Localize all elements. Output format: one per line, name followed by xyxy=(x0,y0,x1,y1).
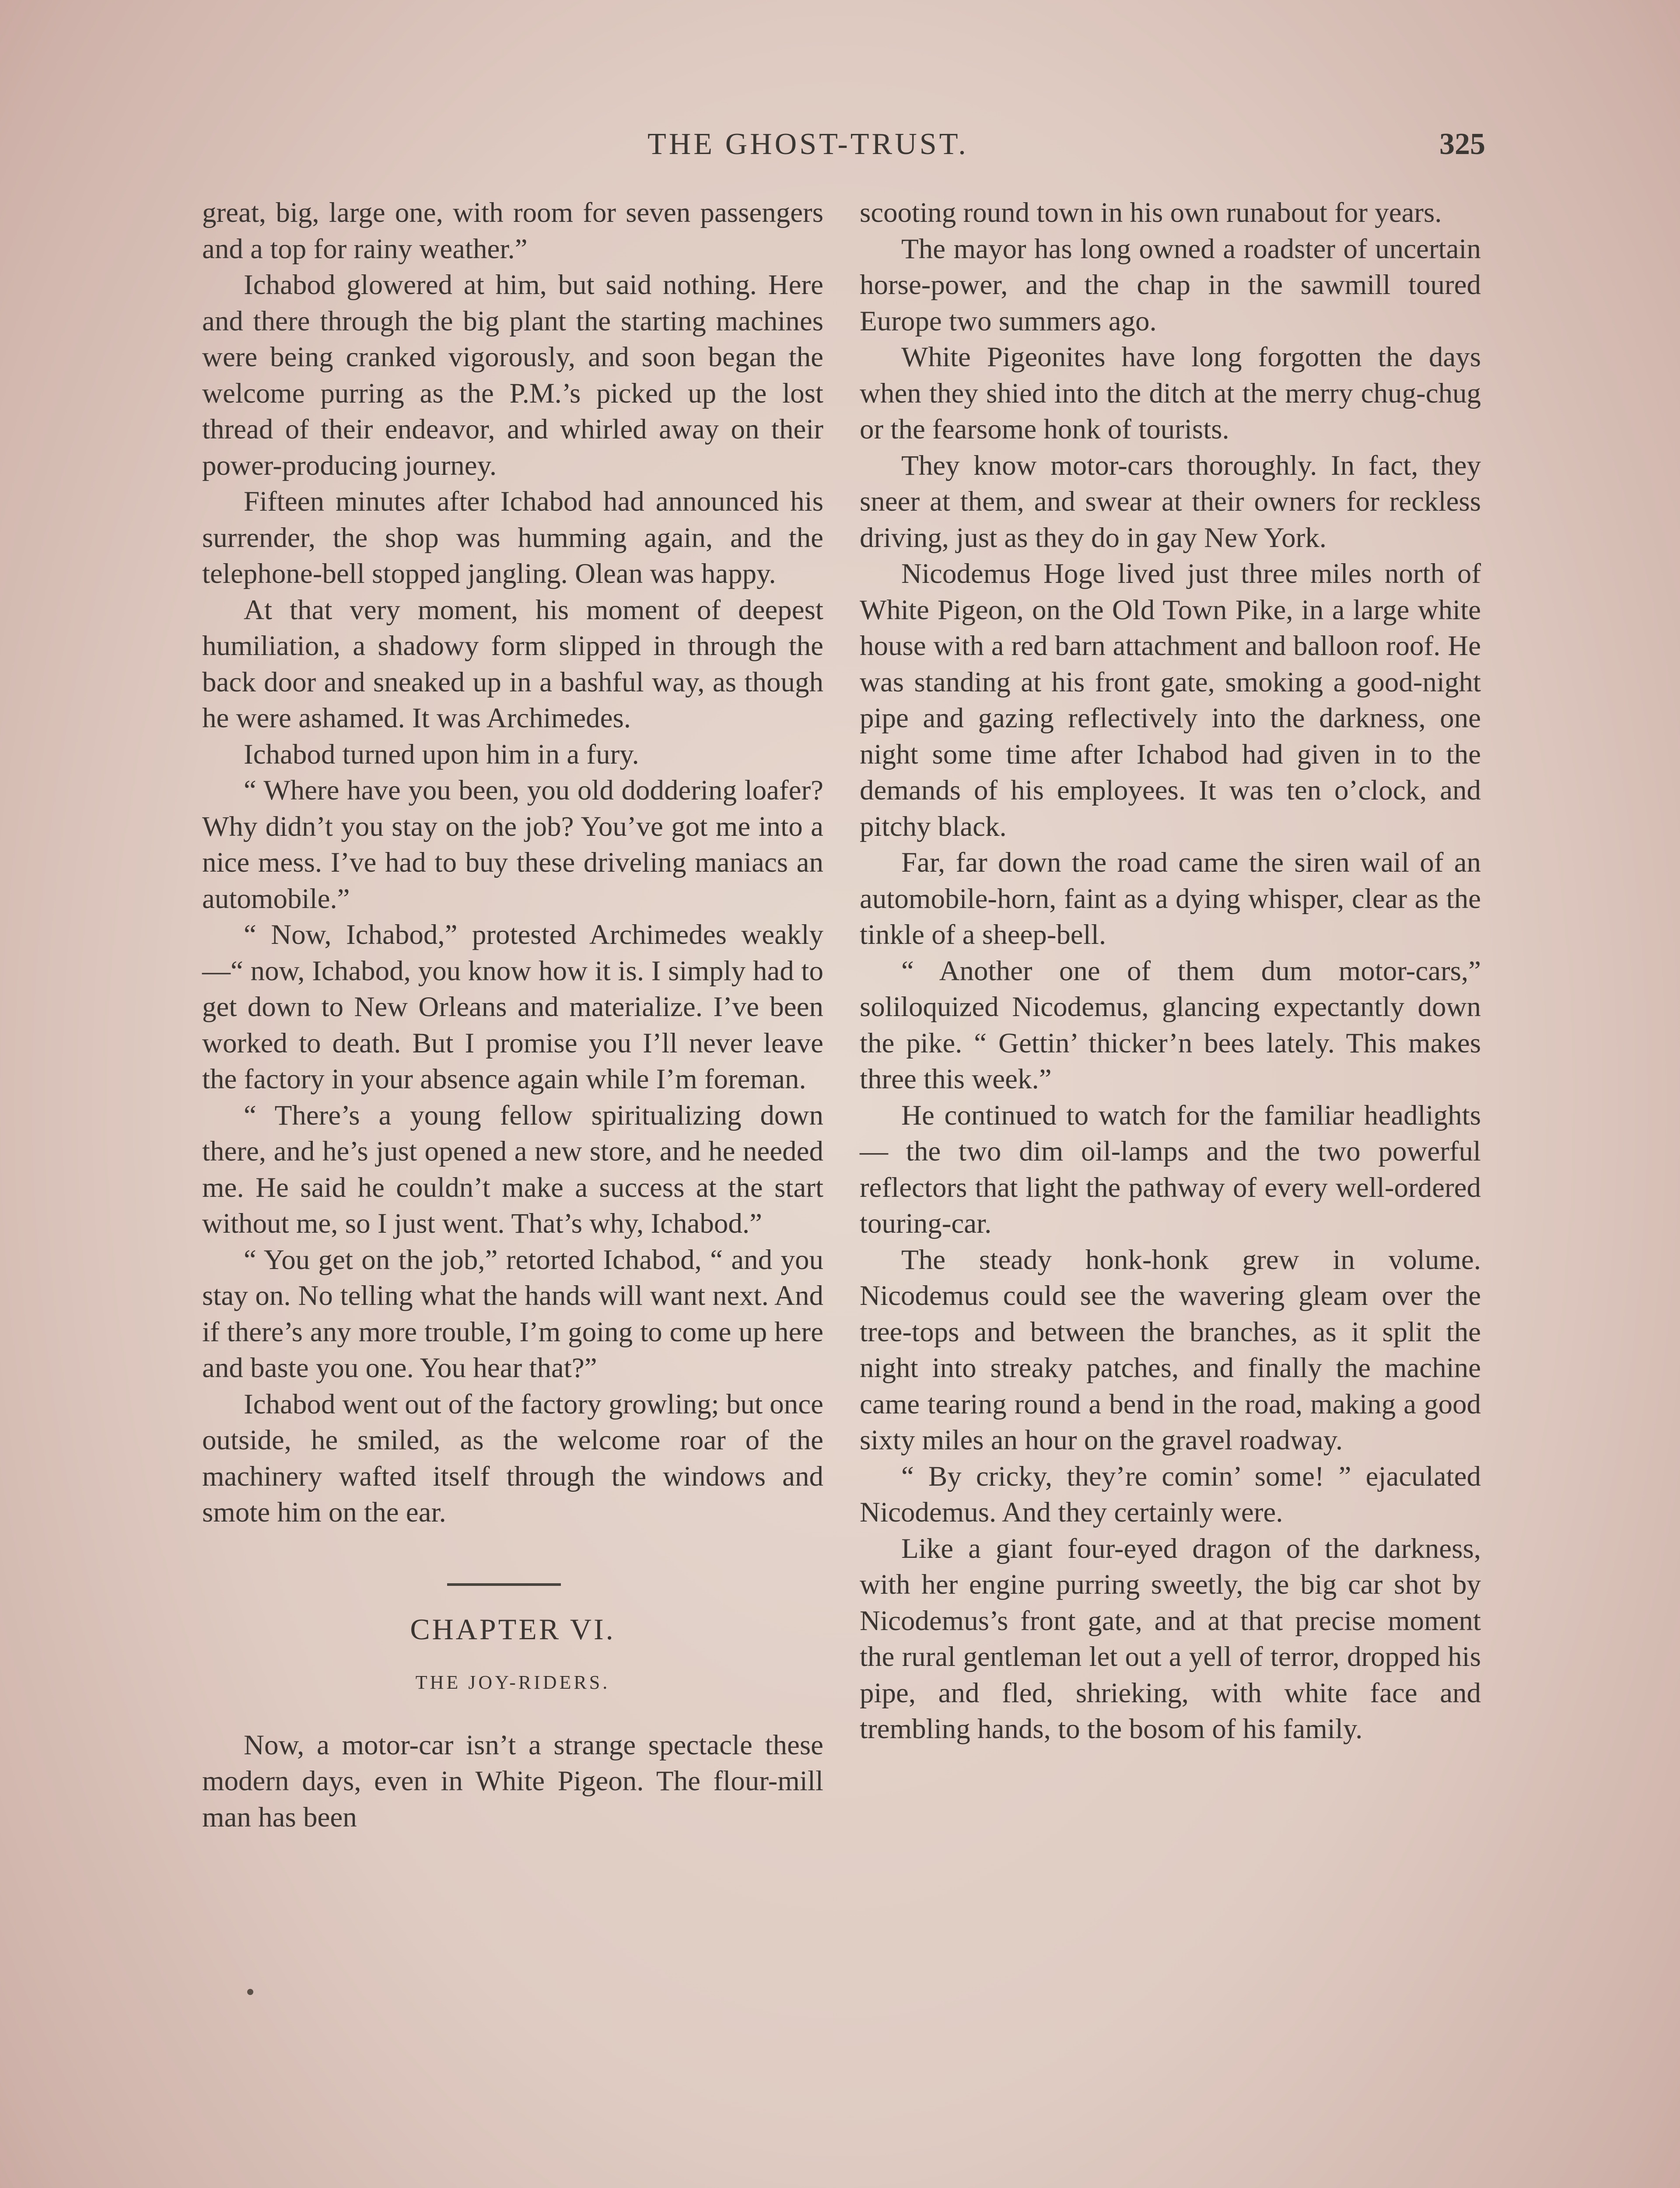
right-column xyxy=(860,195,1481,1747)
paragraph: “ By cricky, they’re comin’ some! ” ejaculated Nicodemus. And they certainly were. xyxy=(860,1460,1481,1528)
page-number: 325 xyxy=(1439,127,1485,161)
paragraph: White Pigeonites have long forgotten the days when they shied into the ditch at the merry chug-chug or the fearsome honk of tourists. xyxy=(860,341,1481,445)
paragraph: “ Another one of them dum motor-cars,” soliloquized Nicodemus, glancing expectantly down the pike. “ Gettin’ thicker’n bees lately. This makes three this week.” xyxy=(860,955,1481,1095)
paragraph: Ichabod went out of the factory growling; but once outside, he smiled, as the welcome roar of the machinery wafted itself through the windows and smote him on the ear. xyxy=(202,1388,823,1528)
paragraph: Like a giant four-eyed dragon of the darkness, with her engine purring sweetly, the big car shot by Nicodemus’s front gate, and at that precise moment the rural gentleman let out a yell of terror, dropped his pipe, and fled, shrieking, with white face and trembling hands, to the bosom of his family. xyxy=(860,1532,1481,1745)
paragraph: “ Where have you been, you old doddering loafer? Why didn’t you stay on the job? You’ve got me into a nice mess. I’ve had to buy these driveling maniacs an automobile.” xyxy=(202,775,823,915)
paragraph: The mayor has long owned a roadster of uncertain horse-power, and the chap in the sawmill toured Europe two summers ago. xyxy=(860,233,1481,337)
paragraph: “ There’s a young fellow spiritualizing down there, and he’s just opened a new store, and he needed me. He said he couldn’t make a success at the start without me, so I just went. That’s why, Ichabod.” xyxy=(202,1099,823,1239)
paragraph: Now, a motor-car isn’t a strange spectacle these modern days, even in White Pigeon. The flour-mill man has been xyxy=(202,1729,823,1833)
print-speck xyxy=(247,1989,253,1995)
paragraph: scooting round town in his own runabout for years. xyxy=(860,197,1442,228)
paragraph: great, big, large one, with room for seven passengers and a top for rainy weather.” xyxy=(202,197,823,265)
paragraph: At that very moment, his moment of deepest humiliation, a shadowy form slipped in through the back door and sneaked up in a bashful way, as though he were ashamed. It was Archimedes. xyxy=(202,594,823,734)
paragraph: The steady honk-honk grew in volume. Nicodemus could see the wavering gleam over the tree-tops and between the branches, as it split the night into streaky patches, and finally the machine came tearing round a bend in the road, making a good sixty miles an hour on the gravel roadway. xyxy=(860,1244,1481,1456)
paragraph: They know motor-cars thoroughly. In fact, they sneer at them, and swear at their owners for reckless driving, just as they do in gay New York. xyxy=(860,449,1481,554)
paragraph: Ichabod turned upon him in a fury. xyxy=(244,738,639,770)
paragraph: Nicodemus Hoge lived just three miles north of White Pigeon, on the Old Town Pike, in a large white house with a red barn attachment and balloon roof. He was standing at his front gate, smoking a good-night pipe and gazing reflectively into the darkness, one night some time after Ichabod had given in to the demands of his employees. It was ten o’clock, and pitchy black. xyxy=(860,558,1481,842)
paragraph: “ Now, Ichabod,” protested Archimedes weakly—“ now, Ichabod, you know how it is. I simply had to get down to New Orleans and materialize. I’ve been worked to death. But I promise you I’ll never leave the factory in your absence again while I’m foreman. xyxy=(202,919,823,1095)
paragraph: Far, far down the road came the siren wail of an automobile-horn, faint as a dying whisper, clear as the tinkle of a sheep-bell. xyxy=(860,847,1481,950)
chapter-subtitle: THE JOY-RIDERS. xyxy=(415,1672,610,1693)
paragraph: “ You get on the job,” retorted Ichabod, “ and you stay on. No telling what the hands will want next. And if there’s any more trouble, I’m going to come up here and baste you one. You hear that?” xyxy=(202,1244,823,1384)
paragraph: Fifteen minutes after Ichabod had announced his surrender, the shop was humming again, and the telephone-bell stopped jangling. Olean was happy. xyxy=(202,486,823,589)
paragraph: He continued to watch for the familiar headlights — the two dim oil-lamps and the two powerful reflectors that light the pathway of every well-ordered touring-car. xyxy=(860,1099,1481,1239)
running-title: THE GHOST-TRUST. xyxy=(648,127,969,161)
chapter-title: CHAPTER VI. xyxy=(410,1612,616,1646)
left-column xyxy=(202,195,823,1835)
section-divider xyxy=(447,1583,561,1586)
paragraph: Ichabod glowered at him, but said nothing. Here and there through the big plant the starting machines were being cranked vigorously, and soon began the welcome purring as the P.M.’s picked up the lost thread of their endeavor, and whirled away on their power-producing journey. xyxy=(202,269,823,481)
